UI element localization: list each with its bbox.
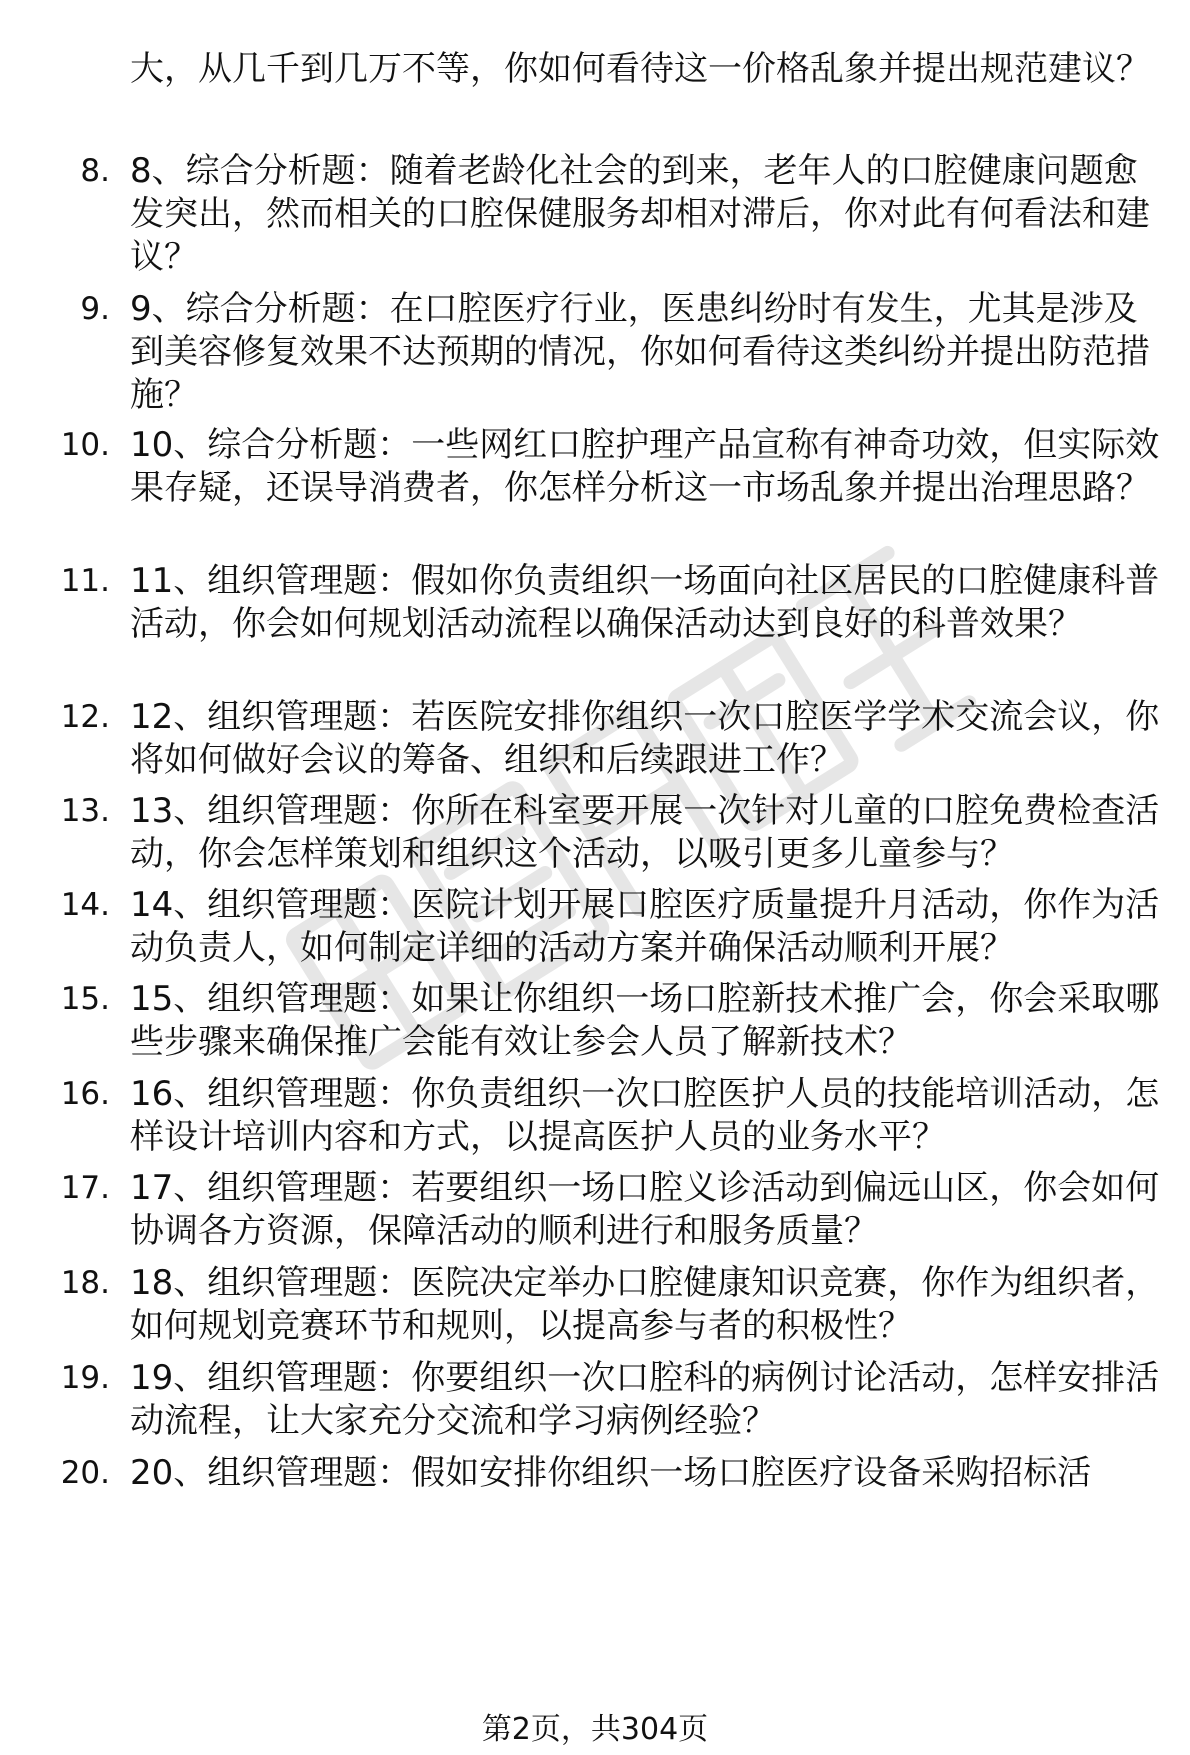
page-footer: 第2页，共304页	[481, 1712, 709, 1747]
item-number: 9.	[80, 291, 110, 327]
item-text: 14、组织管理题：医院计划开展口腔医疗质量提升月活动，你作为活动负责人，如何制定详细的活动方案并确保活动顺利开展？	[130, 885, 1160, 968]
item-number: 17.	[60, 1170, 110, 1206]
item-text: 13、组织管理题：你所在科室要开展一次针对儿童的口腔免费检查活动，你会怎样策划和组织这个活动，以吸引更多儿童参与？	[130, 791, 1160, 874]
item-number: 14.	[60, 887, 110, 923]
item-number: 15.	[60, 981, 110, 1017]
item-number: 10.	[60, 427, 110, 463]
item-text: 19、组织管理题：你要组织一次口腔科的病例讨论活动，怎样安排活动流程，让大家充分交流和学习病例经验？	[130, 1358, 1160, 1441]
item-text: 10、综合分析题：一些网红口腔护理产品宣称有神奇功效，但实际效果存疑，还误导消费者，你怎样分析这一市场乱象并提出治理思路？	[130, 425, 1160, 508]
item-text: 9、综合分析题：在口腔医疗行业，医患纠纷时有发生，尤其是涉及到美容修复效果不达预期的情况，你如何看待这类纠纷并提出防范措施？	[130, 289, 1150, 415]
item-number: 16.	[60, 1076, 110, 1112]
item-text: 18、组织管理题：医院决定举办口腔健康知识竞赛，你作为组织者，如何规划竞赛环节和规则，以提高参与者的积极性？	[130, 1263, 1160, 1346]
item-number: 13.	[60, 793, 110, 829]
item-number: 11.	[60, 563, 110, 599]
item-text: 17、组织管理题：若要组织一场口腔义诊活动到偏远山区，你会如何协调各方资源，保障活动的顺利进行和服务质量？	[130, 1168, 1160, 1251]
item-text: 12、组织管理题：若医院安排你组织一次口腔医学学术交流会议，你将如何做好会议的筹备、组织和后续跟进工作？	[130, 697, 1160, 780]
item-number: 18.	[60, 1265, 110, 1301]
item-text: 8、综合分析题：随着老龄化社会的到来，老年人的口腔健康问题愈发突出，然而相关的口腔保健服务却相对滞后，你对此有何看法和建议？	[130, 151, 1150, 277]
item-number: 8.	[80, 153, 110, 189]
item-number: 20.	[60, 1455, 110, 1491]
item-number: 12.	[60, 699, 110, 735]
item-text: 15、组织管理题：如果让你组织一场口腔新技术推广会，你会采取哪些步骤来确保推广会能有效让参会人员了解新技术？	[130, 979, 1160, 1062]
item-text: 20、组织管理题：假如安排你组织一场口腔医疗设备采购招标活	[130, 1453, 1092, 1493]
item-text: 16、组织管理题：你负责组织一次口腔医护人员的技能培训活动，怎样设计培训内容和方式，以提高医护人员的业务水平？	[130, 1074, 1160, 1157]
continued-question-text: 大，从几千到几万不等，你如何看待这一价格乱象并提出规范建议？	[130, 49, 1150, 89]
item-text: 11、组织管理题：假如你负责组织一场面向社区居民的口腔健康科普活动，你会如何规划活动流程以确保活动达到良好的科普效果？	[130, 561, 1160, 644]
item-number: 19.	[60, 1360, 110, 1396]
